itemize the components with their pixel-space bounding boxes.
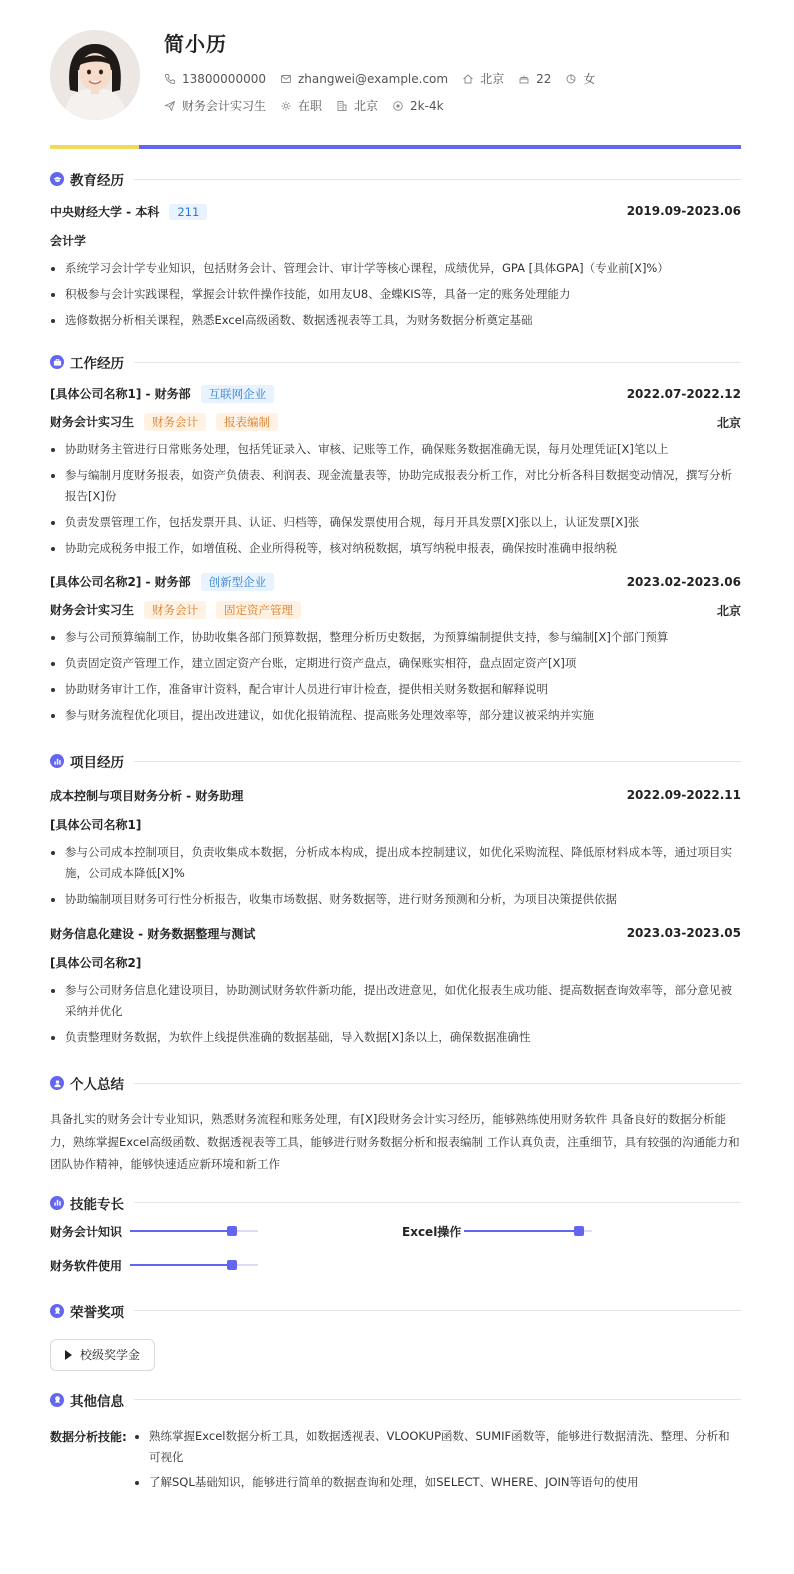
award-item[interactable] xyxy=(50,1339,155,1371)
projects-section xyxy=(50,750,741,1048)
send-icon xyxy=(164,100,176,112)
major: 会计学 xyxy=(50,234,87,248)
city-text: 北京 xyxy=(480,72,505,86)
skill-slider[interactable] xyxy=(130,1225,258,1237)
section-title: 工作经历 xyxy=(70,356,124,372)
other-bullets xyxy=(134,1426,741,1493)
list-item: 负责固定资产管理工作，建立固定资产台账，定期进行资产盘点，确保账实相符，盘点固定资产[X]项 xyxy=(50,653,741,674)
role-tag: 固定资产管理 xyxy=(216,601,301,619)
skill-item xyxy=(50,1223,258,1240)
section-header xyxy=(50,351,741,373)
gender-item xyxy=(565,70,595,87)
role-tag: 报表编制 xyxy=(216,413,278,431)
user-icon xyxy=(50,1076,64,1090)
age-item xyxy=(518,72,551,86)
slider-handle[interactable] xyxy=(574,1226,584,1236)
cake-icon xyxy=(518,73,530,85)
email-item xyxy=(280,72,448,86)
play-icon xyxy=(65,1350,72,1360)
awards-section xyxy=(50,1300,741,1371)
role-row xyxy=(50,601,741,619)
list-item: 协助财务主管进行日常账务处理，包括凭证录入、审核、记账等工作，确保账务数据准确无误，每月处理凭证[X]笔以上 xyxy=(50,439,741,460)
project-date: 2023.03-2023.05 xyxy=(626,926,741,940)
company-name: [具体公司名称2] - 财务部 xyxy=(50,575,191,589)
role-tag: 财务会计 xyxy=(144,601,206,619)
role-tag: 财务会计 xyxy=(144,413,206,431)
job-bullets xyxy=(50,439,741,559)
award-label: 校级奖学金 xyxy=(80,1348,141,1362)
phone-text: 13800000000 xyxy=(182,71,266,86)
summary-section xyxy=(50,1072,741,1176)
section-title: 其他信息 xyxy=(70,1393,124,1410)
education-date: 2019.09-2023.06 xyxy=(626,204,741,218)
briefcase-icon xyxy=(50,355,64,369)
coin-icon xyxy=(392,100,404,112)
bar-chart-icon xyxy=(50,1196,64,1210)
skills-section xyxy=(50,1192,741,1284)
work-city-item xyxy=(336,97,378,114)
project-company: [具体公司名称2] xyxy=(50,956,142,970)
school-line xyxy=(50,203,207,220)
list-item: 参与财务流程优化项目，提出改进建议，如优化报销流程、提高账务处理效率等，部分建议被采纳并实施 xyxy=(50,705,741,726)
position-item xyxy=(164,97,266,114)
salary-text: 2k-4k xyxy=(410,98,444,113)
award-icon xyxy=(50,1304,64,1318)
section-title: 荣誉奖项 xyxy=(70,1304,124,1321)
skill-label: 财务会计知识 xyxy=(50,1224,123,1239)
work-city-text: 北京 xyxy=(354,99,379,113)
work-section xyxy=(50,351,741,726)
status-text: 在职 xyxy=(298,99,323,113)
section-header xyxy=(50,1300,741,1322)
company-tag: 互联网企业 xyxy=(201,385,275,403)
list-item: 系统学习会计学专业知识，包括财务会计、管理会计、审计学等核心课程，成绩优异，GPA [具体GPA]（专业前[X]%） xyxy=(50,258,741,279)
other-section xyxy=(50,1389,741,1493)
project-company: [具体公司名称1] xyxy=(50,818,142,832)
email-text: zhangwei@example.com xyxy=(297,71,449,86)
other-row xyxy=(50,1426,741,1493)
project-bullets xyxy=(50,980,741,1048)
contact-row xyxy=(164,70,609,87)
city-item xyxy=(462,70,504,87)
job-city: 北京 xyxy=(716,603,741,618)
project-name: 成本控制与项目财务分析 - 财务助理 xyxy=(50,788,244,803)
job-row xyxy=(50,573,741,591)
project-row xyxy=(50,924,741,942)
settings-icon xyxy=(280,100,292,112)
status-item xyxy=(280,97,322,114)
education-bullets xyxy=(50,258,741,331)
list-item: 协助编制项目财务可行性分析报告，收集市场数据、财务数据等，进行财务预测和分析，为项目决策提供依据 xyxy=(50,889,741,910)
role-name: 财务会计实习生 xyxy=(50,415,135,429)
avatar-portrait-icon xyxy=(50,30,140,120)
skill-slider[interactable] xyxy=(464,1225,592,1237)
school-name: 中央财经大学 - 本科 xyxy=(50,204,160,219)
project-bullets xyxy=(50,842,741,910)
skill-label: Excel操作 xyxy=(402,1224,462,1239)
candidate-name: 简小历 xyxy=(164,32,227,56)
list-item: 参与公司财务信息化建设项目，协助测试财务软件新功能，提出改进意见，如优化报表生成功能、提高数据查询效率等，部分意见被采纳并优化 xyxy=(50,980,741,1022)
skill-item xyxy=(402,1223,592,1240)
role-row xyxy=(50,413,741,431)
list-item: 协助财务审计工作，准备审计资料，配合审计人员进行审计检查，提供相关财务数据和解释说明 xyxy=(50,679,741,700)
skill-label: 财务软件使用 xyxy=(50,1258,123,1273)
list-item: 参与公司成本控制项目，负责收集成本数据，分析成本构成，提出成本控制建议，如优化采购流程、降低原材料成本等，通过项目实施，公司成本降低[X]% xyxy=(50,842,741,884)
education-section xyxy=(50,168,741,331)
project-row xyxy=(50,786,741,804)
company-name: [具体公司名称1] - 财务部 xyxy=(50,387,191,401)
position-text: 财务会计实习生 xyxy=(182,99,267,113)
section-title: 技能专长 xyxy=(70,1196,124,1213)
section-header xyxy=(50,1389,741,1411)
education-row xyxy=(50,202,741,220)
job-bullets xyxy=(50,627,741,726)
section-header xyxy=(50,1072,741,1094)
list-item: 选修数据分析相关课程，熟悉Excel高级函数、数据透视表等工具，为财务数据分析奠定基础 xyxy=(50,310,741,331)
phone-icon xyxy=(164,73,176,85)
graduation-cap-icon xyxy=(50,172,64,186)
section-header xyxy=(50,168,741,190)
building-icon xyxy=(336,100,348,112)
gender-text: 女 xyxy=(583,72,596,86)
salary-item xyxy=(392,99,444,113)
job-date: 2023.02-2023.06 xyxy=(626,575,741,589)
gender-icon xyxy=(565,73,577,85)
resume-header xyxy=(50,0,741,148)
list-item: 负责整理财务数据，为软件上线提供准确的数据基础，导入数据[X]条以上，确保数据准确性 xyxy=(50,1027,741,1048)
avatar xyxy=(50,30,140,120)
phone-item xyxy=(164,72,266,86)
bar-chart-icon xyxy=(50,754,64,768)
age-text: 22 xyxy=(536,71,552,86)
slider-handle[interactable] xyxy=(227,1260,237,1270)
section-title: 教育经历 xyxy=(70,173,124,189)
job-date: 2022.07-2022.12 xyxy=(626,387,741,401)
other-label: 数据分析技能: xyxy=(50,1429,127,1444)
project-date: 2022.09-2022.11 xyxy=(626,788,741,802)
job-row xyxy=(50,385,741,403)
skill-slider[interactable] xyxy=(130,1259,258,1271)
summary-text: 具备扎实的财务会计专业知识，熟悉财务流程和账务处理，有[X]段财务会计实习经历，能够熟练使用财务软件 具备良好的数据分析能力，熟练掌握Excel高级函数、数据透视表等工具，能够进行财务数据分析和报表编制 工作认真负责，注重细节，具有较强的沟通能力和团队协作精神，能够快速适应新环境和新工作 xyxy=(50,1112,740,1171)
role-name: 财务会计实习生 xyxy=(50,603,135,617)
header-divider xyxy=(50,145,741,149)
job-city: 北京 xyxy=(716,415,741,430)
slider-handle[interactable] xyxy=(227,1226,237,1236)
job-intent-row xyxy=(164,97,458,114)
section-title: 个人总结 xyxy=(70,1077,124,1093)
list-item: 负责发票管理工作，包括发票开具、认证、归档等，确保发票使用合规，每月开具发票[X]张以上，认证发票[X]张 xyxy=(50,512,741,533)
list-item: 了解SQL基础知识，能够进行简单的数据查询和处理，如SELECT、WHERE、JOIN等语句的使用 xyxy=(134,1472,741,1493)
skill-item xyxy=(50,1257,258,1274)
section-header xyxy=(50,1192,741,1214)
list-item: 参与编制月度财务报表，如资产负债表、利润表、现金流量表等，协助完成报表分析工作，对比分析各科目数据变动情况，撰写分析报告[X]份 xyxy=(50,465,741,507)
section-header xyxy=(50,750,741,772)
award-icon xyxy=(50,1393,64,1407)
home-icon xyxy=(462,73,474,85)
school-tag: 211 xyxy=(169,204,207,220)
list-item: 熟练掌握Excel数据分析工具，如数据透视表、VLOOKUP函数、SUMIF函数等，能够进行数据清洗、整理、分析和可视化 xyxy=(134,1426,741,1468)
list-item: 积极参与会计实践课程，掌握会计软件操作技能，如用友U8、金蝶KIS等，具备一定的账务处理能力 xyxy=(50,284,741,305)
mail-icon xyxy=(280,73,292,85)
company-tag: 创新型企业 xyxy=(201,573,275,591)
project-name: 财务信息化建设 - 财务数据整理与测试 xyxy=(50,926,256,941)
section-title: 项目经历 xyxy=(70,755,124,771)
list-item: 参与公司预算编制工作，协助收集各部门预算数据，整理分析历史数据，为预算编制提供支持，参与编制[X]个部门预算 xyxy=(50,627,741,648)
list-item: 协助完成税务申报工作，如增值税、企业所得税等，核对纳税数据，填写纳税申报表，确保按时准确申报纳税 xyxy=(50,538,741,559)
